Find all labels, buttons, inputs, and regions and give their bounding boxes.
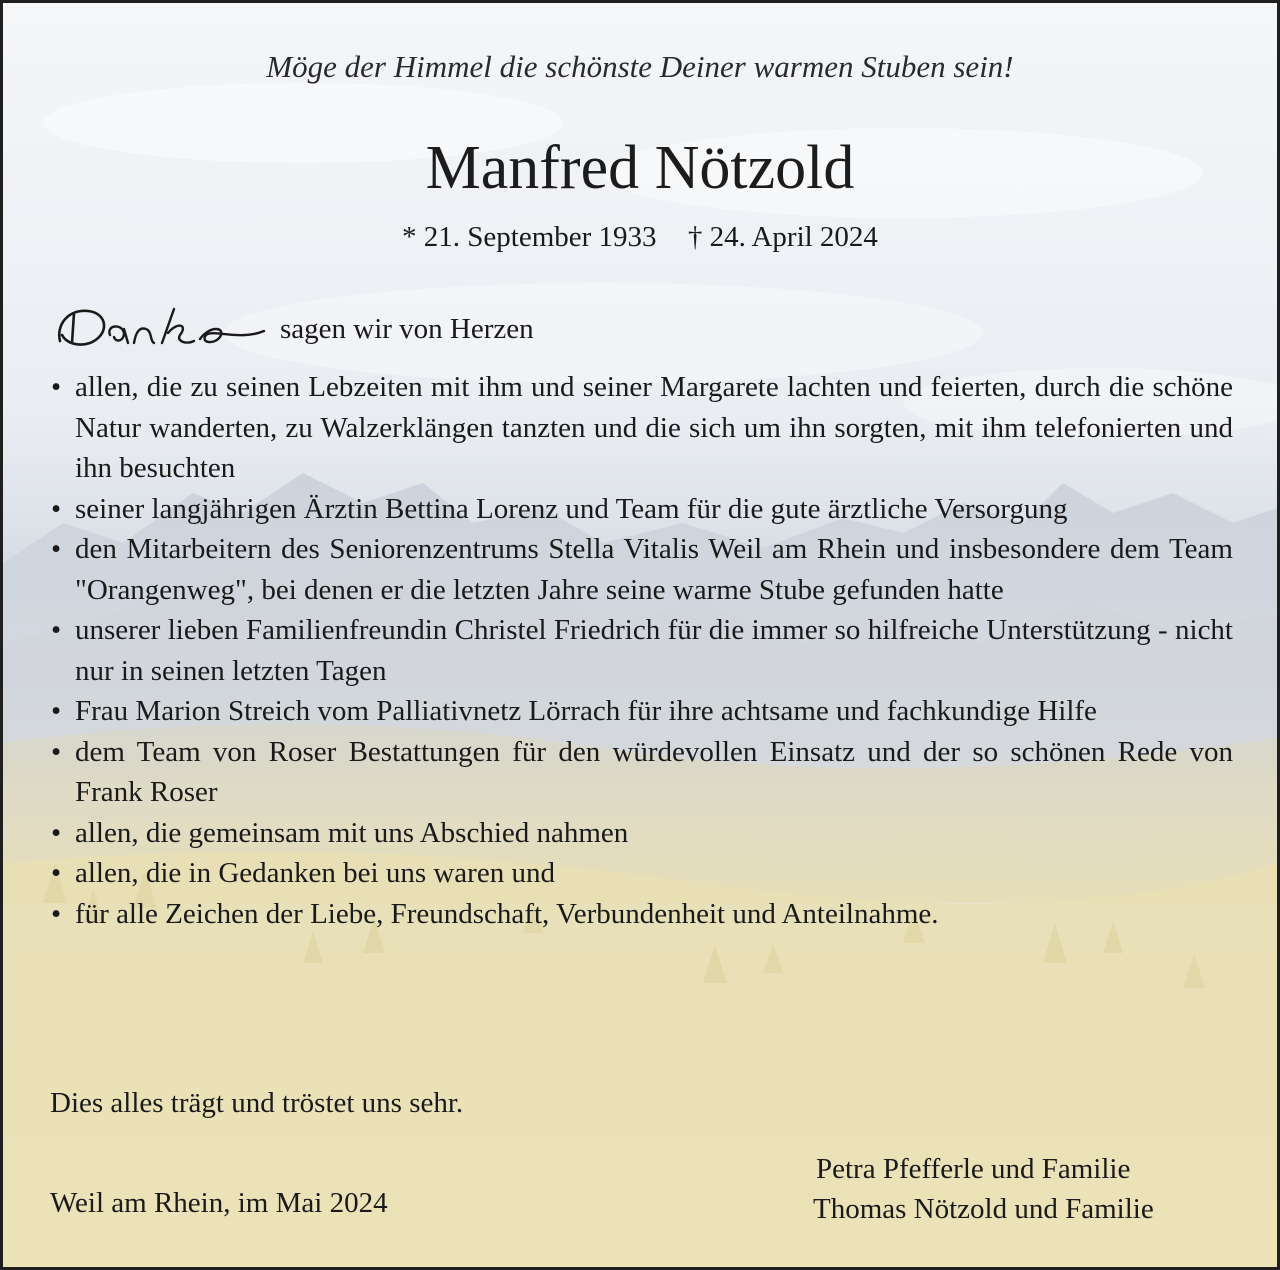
deceased-name: Manfred Nötzold	[425, 134, 855, 202]
bullet: •	[51, 857, 62, 889]
list-item	[50, 813, 1233, 854]
list-item	[50, 894, 1233, 935]
list-item	[50, 610, 1233, 691]
list-item-text: dem Team von Roser Bestattungen für den würdevollen Einsatz und der so schönen Rede von Frank Roser	[75, 735, 1233, 808]
thanks-text: sagen wir von Herzen	[280, 313, 534, 345]
list-item-text: unserer lieben Familienfreundin Christel Friedrich für die immer so hilfreiche Unterstützung - nicht nur in seinen letzten Tagen	[75, 614, 1233, 687]
signer-2: Thomas Nötzold und Familie	[813, 1193, 1154, 1225]
life-dates	[3, 221, 1277, 254]
list-item-text: Frau Marion Streich vom Palliativnetz Lörrach für ihre achtsame und fachkundige Hilfe	[75, 695, 1097, 727]
list-item-text: für alle Zeichen der Liebe, Freundschaft, Verbundenheit und Anteilnahme.	[75, 897, 939, 930]
list-item	[50, 489, 1233, 530]
bullet: •	[51, 897, 62, 930]
list-item-text: allen, die gemeinsam mit uns Abschied nahmen	[75, 816, 629, 849]
bullet: •	[51, 492, 62, 525]
list-item-text: den Mitarbeitern des Seniorenzentrums Stella Vitalis Weil am Rhein und insbesondere dem Team "Orangenweg", bei denen er die letzten Jahre seine warme Stube gefunden hatte	[75, 533, 1233, 606]
thanks-list	[50, 367, 1233, 934]
list-item-text: allen, die zu seinen Lebzeiten mit ihm und seiner Margarete lachten und feierten, durch die schöne Natur wanderten, zu Walzerklängen tanzten und die sich um ihn sorgten, mit ihm telefonierten und ihn besuchten	[75, 371, 1233, 484]
place-and-date: Weil am Rhein, im Mai 2024	[50, 1187, 388, 1219]
list-item	[50, 691, 1233, 732]
signers-block	[813, 1149, 1154, 1229]
signer-1: Petra Pfefferle und Familie	[816, 1153, 1131, 1185]
bullet: •	[51, 371, 62, 403]
bullet: •	[51, 816, 62, 849]
birth-date: * 21. September 1933	[402, 221, 657, 253]
list-item	[50, 853, 1233, 894]
bullet: •	[51, 695, 62, 727]
danke-script-lettering	[50, 295, 270, 355]
motto-heading: Möge der Himmel die schönste Deiner warmen Stuben sein!	[266, 49, 1014, 84]
bullet: •	[51, 735, 62, 768]
list-item	[50, 732, 1233, 813]
bullet: •	[51, 614, 62, 646]
bullet: •	[51, 533, 62, 565]
closing-sentence: Dies alles trägt und tröstet uns sehr.	[50, 1087, 464, 1119]
death-date: † 24. April 2024	[687, 221, 878, 253]
list-item	[50, 529, 1233, 610]
list-item-text: seiner langjährigen Ärztin Bettina Lorenz und Team für die gute ärztliche Versorgung	[75, 492, 1068, 525]
list-item-text: allen, die in Gedanken bei uns waren und	[75, 857, 555, 889]
list-item	[50, 367, 1233, 489]
